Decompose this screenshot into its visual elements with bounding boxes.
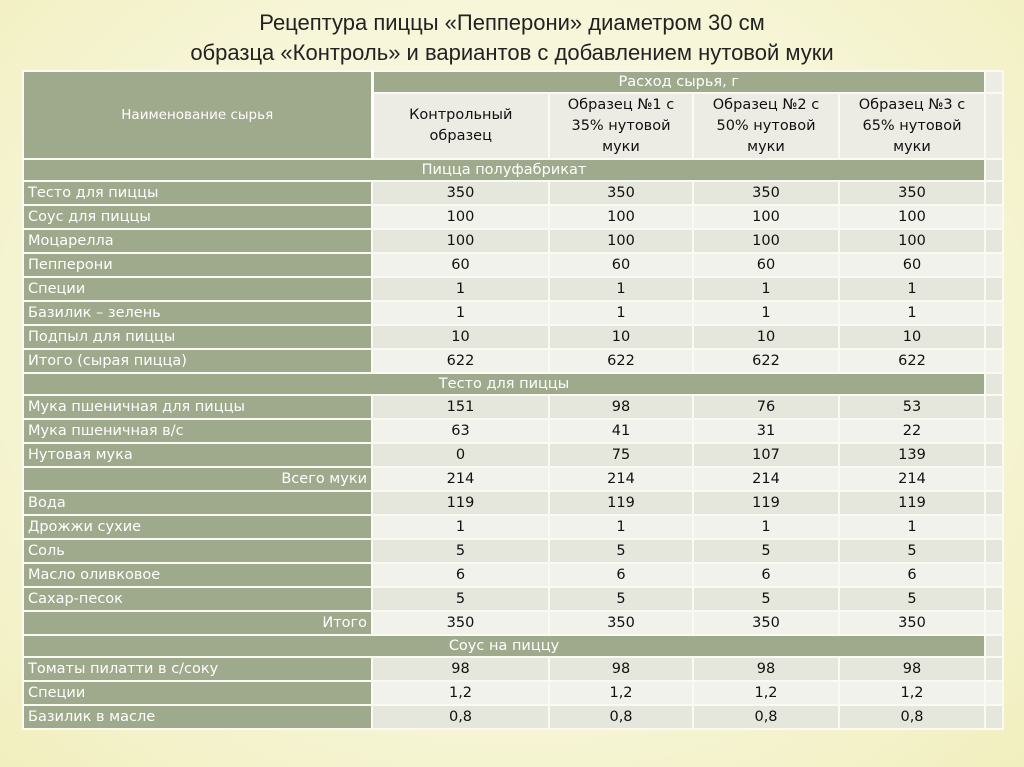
row-stub-cell	[985, 515, 1003, 539]
amount-cell: 622	[693, 349, 839, 373]
table-row	[23, 611, 1003, 635]
row-stub-cell	[985, 587, 1003, 611]
amount-cell: 0	[372, 443, 549, 467]
amount-cell: 1	[549, 515, 693, 539]
row-stub-cell	[985, 373, 1003, 395]
amount-cell: 1	[693, 515, 839, 539]
table-row	[23, 205, 1003, 229]
amount-cell: 6	[839, 563, 985, 587]
amount-cell: 5	[693, 539, 839, 563]
amount-cell: 0,8	[839, 705, 985, 729]
amount-cell: 1	[372, 301, 549, 325]
amount-cell: 75	[549, 443, 693, 467]
ingredient-name: Специи	[23, 277, 372, 301]
amount-cell: 622	[839, 349, 985, 373]
amount-cell: 100	[839, 205, 985, 229]
amount-cell: 10	[372, 325, 549, 349]
amount-cell: 214	[372, 467, 549, 491]
row-stub-cell	[985, 419, 1003, 443]
slide-title-line1: Рецептура пиццы «Пепперони» диаметром 30 см	[259, 10, 765, 35]
amount-cell: 350	[372, 611, 549, 635]
row-stub-cell	[985, 563, 1003, 587]
amount-cell: 100	[549, 229, 693, 253]
amount-cell: 5	[372, 587, 549, 611]
amount-cell: 1	[549, 301, 693, 325]
amount-cell: 5	[839, 587, 985, 611]
amount-cell: 41	[549, 419, 693, 443]
amount-cell: 53	[839, 395, 985, 419]
table-row	[23, 467, 1003, 491]
row-stub-cell	[985, 705, 1003, 729]
amount-cell: 1,2	[839, 681, 985, 705]
ingredient-name: Итого	[23, 611, 372, 635]
ingredient-name: Нутовая мука	[23, 443, 372, 467]
amount-cell: 98	[549, 657, 693, 681]
amount-cell: 5	[372, 539, 549, 563]
amount-cell: 60	[839, 253, 985, 277]
slide-title-line2: образца «Контроль» и вариантов с добавлением нутовой муки	[190, 40, 834, 65]
amount-cell: 350	[549, 611, 693, 635]
amount-cell: 0,8	[372, 705, 549, 729]
table-row	[23, 443, 1003, 467]
row-stub-cell	[985, 395, 1003, 419]
amount-cell: 10	[693, 325, 839, 349]
row-stub-cell	[985, 681, 1003, 705]
amount-cell: 5	[549, 539, 693, 563]
row-stub-cell	[985, 635, 1003, 657]
amount-cell: 60	[549, 253, 693, 277]
amount-cell: 98	[839, 657, 985, 681]
amount-cell: 31	[693, 419, 839, 443]
table-row	[23, 181, 1003, 205]
header-column-sample-2: Образец №2 с 50% нутовой муки	[693, 93, 839, 159]
ingredient-name: Итого (сырая пицца)	[23, 349, 372, 373]
section-header-row	[23, 373, 1003, 395]
amount-cell: 622	[372, 349, 549, 373]
ingredient-name: Базилик в масле	[23, 705, 372, 729]
amount-cell: 5	[693, 587, 839, 611]
amount-cell: 1	[839, 515, 985, 539]
amount-cell: 1	[372, 277, 549, 301]
table-row	[23, 491, 1003, 515]
amount-cell: 98	[372, 657, 549, 681]
section-title: Пицца полуфабрикат	[23, 159, 985, 181]
ingredient-name: Мука пшеничная для пиццы	[23, 395, 372, 419]
header-stub-cell	[985, 71, 1003, 93]
table-row	[23, 539, 1003, 563]
amount-cell: 350	[372, 181, 549, 205]
amount-cell: 10	[839, 325, 985, 349]
section-title: Тесто для пиццы	[23, 373, 985, 395]
ingredient-name: Мука пшеничная в/с	[23, 419, 372, 443]
amount-cell: 60	[372, 253, 549, 277]
ingredient-name: Соус для пиццы	[23, 205, 372, 229]
row-stub-cell	[985, 443, 1003, 467]
amount-cell: 60	[693, 253, 839, 277]
amount-cell: 350	[839, 181, 985, 205]
amount-cell: 100	[693, 205, 839, 229]
recipe-table	[22, 70, 1004, 730]
amount-cell: 76	[693, 395, 839, 419]
section-header-row	[23, 635, 1003, 657]
row-stub-cell	[985, 611, 1003, 635]
amount-cell: 119	[549, 491, 693, 515]
amount-cell: 5	[839, 539, 985, 563]
row-stub-cell	[985, 181, 1003, 205]
table-row	[23, 277, 1003, 301]
row-stub-cell	[985, 205, 1003, 229]
table-row	[23, 301, 1003, 325]
ingredient-name: Дрожжи сухие	[23, 515, 372, 539]
ingredient-name: Сахар-песок	[23, 587, 372, 611]
row-stub-cell	[985, 467, 1003, 491]
amount-cell: 350	[549, 181, 693, 205]
amount-cell: 1	[693, 277, 839, 301]
row-stub-cell	[985, 491, 1003, 515]
amount-cell: 1,2	[372, 681, 549, 705]
ingredient-name: Специи	[23, 681, 372, 705]
amount-cell: 107	[693, 443, 839, 467]
amount-cell: 214	[549, 467, 693, 491]
row-stub-cell	[985, 301, 1003, 325]
amount-cell: 100	[372, 205, 549, 229]
ingredient-name: Вода	[23, 491, 372, 515]
header-column-sample-3: Образец №3 с 65% нутовой муки	[839, 93, 985, 159]
amount-cell: 100	[549, 205, 693, 229]
amount-cell: 0,8	[549, 705, 693, 729]
amount-cell: 6	[693, 563, 839, 587]
amount-cell: 1	[839, 301, 985, 325]
table-row	[23, 253, 1003, 277]
table-row	[23, 419, 1003, 443]
amount-cell: 10	[549, 325, 693, 349]
row-stub-cell	[985, 539, 1003, 563]
amount-cell: 350	[693, 611, 839, 635]
ingredient-name: Масло оливковое	[23, 563, 372, 587]
header-column-sample-1: Образец №1 с 35% нутовой муки	[549, 93, 693, 159]
header-consumption-group: Расход сырья, г	[372, 71, 985, 93]
amount-cell: 151	[372, 395, 549, 419]
ingredient-name: Томаты пилатти в с/соку	[23, 657, 372, 681]
ingredient-name: Подпыл для пиццы	[23, 325, 372, 349]
row-stub-cell	[985, 159, 1003, 181]
amount-cell: 1,2	[693, 681, 839, 705]
amount-cell: 214	[839, 467, 985, 491]
amount-cell: 1	[372, 515, 549, 539]
row-stub-cell	[985, 325, 1003, 349]
row-stub-cell	[985, 277, 1003, 301]
amount-cell: 6	[549, 563, 693, 587]
amount-cell: 5	[549, 587, 693, 611]
row-stub-cell	[985, 253, 1003, 277]
ingredient-name: Тесто для пиццы	[23, 181, 372, 205]
amount-cell: 139	[839, 443, 985, 467]
amount-cell: 100	[372, 229, 549, 253]
amount-cell: 1	[839, 277, 985, 301]
row-stub-cell	[985, 349, 1003, 373]
amount-cell: 119	[839, 491, 985, 515]
ingredient-name: Пепперони	[23, 253, 372, 277]
table-row	[23, 681, 1003, 705]
table-row	[23, 515, 1003, 539]
section-title: Соус на пиццу	[23, 635, 985, 657]
table-row	[23, 657, 1003, 681]
table-row	[23, 325, 1003, 349]
ingredient-name: Соль	[23, 539, 372, 563]
amount-cell: 622	[549, 349, 693, 373]
table-row	[23, 563, 1003, 587]
table-row	[23, 705, 1003, 729]
recipe-body	[23, 159, 1003, 729]
amount-cell: 6	[372, 563, 549, 587]
amount-cell: 100	[839, 229, 985, 253]
amount-cell: 1	[549, 277, 693, 301]
table-row	[23, 587, 1003, 611]
amount-cell: 22	[839, 419, 985, 443]
amount-cell: 100	[693, 229, 839, 253]
amount-cell: 350	[839, 611, 985, 635]
amount-cell: 1	[693, 301, 839, 325]
amount-cell: 119	[372, 491, 549, 515]
header-stub-cell	[985, 93, 1003, 159]
section-header-row	[23, 159, 1003, 181]
header-column-control: Контрольный образец	[372, 93, 549, 159]
slide-title	[0, 8, 1024, 68]
amount-cell: 350	[693, 181, 839, 205]
ingredient-name: Всего муки	[23, 467, 372, 491]
table-row	[23, 229, 1003, 253]
row-stub-cell	[985, 657, 1003, 681]
amount-cell: 63	[372, 419, 549, 443]
amount-cell: 1,2	[549, 681, 693, 705]
amount-cell: 98	[693, 657, 839, 681]
table-row	[23, 349, 1003, 373]
row-stub-cell	[985, 229, 1003, 253]
table-row	[23, 395, 1003, 419]
ingredient-name: Базилик – зелень	[23, 301, 372, 325]
header-name-column: Наименование сырья	[23, 71, 372, 159]
amount-cell: 119	[693, 491, 839, 515]
amount-cell: 0,8	[693, 705, 839, 729]
amount-cell: 214	[693, 467, 839, 491]
ingredient-name: Моцарелла	[23, 229, 372, 253]
amount-cell: 98	[549, 395, 693, 419]
